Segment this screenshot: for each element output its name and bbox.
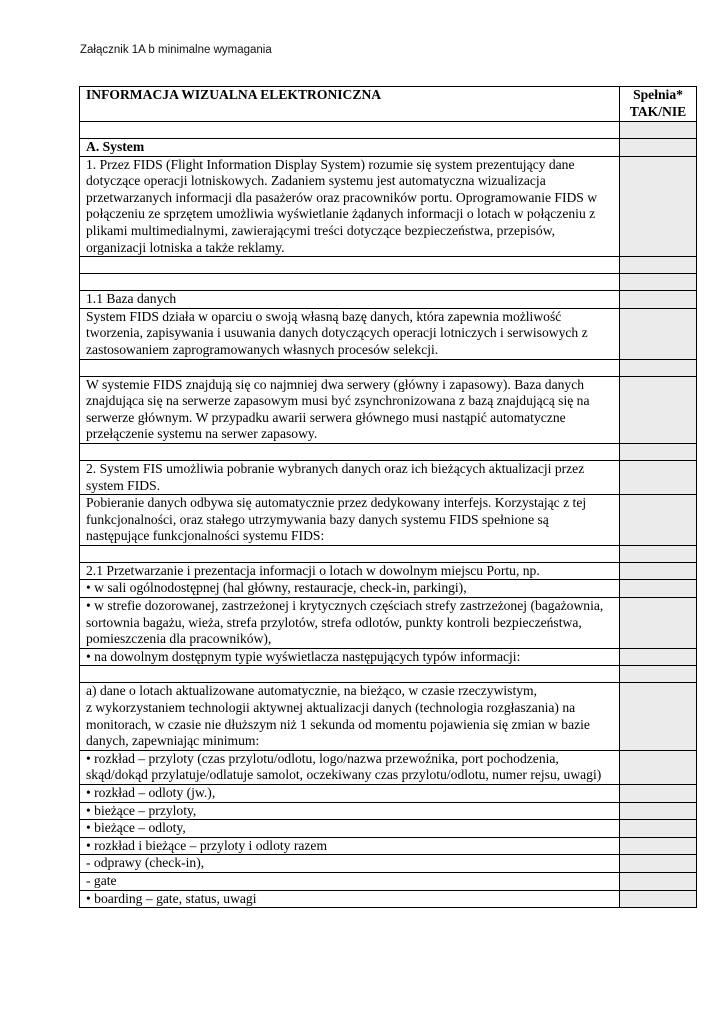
requirement-text: System FIDS działa w oparciu o swoją własną bazę danych, która zapewnia możliwość tworzenia, zapisywania i usuwania danych dotyczących operacji lotniczych i serwisowych z zastosowaniem zaprogramowanych własnych procesów selekcji. (80, 308, 620, 359)
table-row (80, 837, 697, 855)
table-row (80, 580, 697, 598)
requirement-text (80, 666, 620, 683)
table-title: INFORMACJA WIZUALNA ELEKTRONICZNA (80, 87, 620, 122)
compliance-cell[interactable] (620, 274, 697, 291)
requirement-text (80, 274, 620, 291)
table-row (80, 820, 697, 838)
table-row (80, 750, 697, 784)
compliance-cell[interactable] (620, 666, 697, 683)
compliance-cell[interactable] (620, 855, 697, 873)
table-body (80, 122, 697, 908)
table-row (80, 545, 697, 562)
compliance-cell[interactable] (620, 802, 697, 820)
table-row (80, 666, 697, 683)
compliance-cell[interactable] (620, 443, 697, 460)
compliance-cell[interactable] (620, 460, 697, 494)
table-row (80, 562, 697, 580)
compliance-column-header: Spełnia* TAK/NIE (620, 87, 697, 122)
requirement-text: A. System (80, 139, 620, 157)
compliance-cell[interactable] (620, 291, 697, 309)
compliance-cell[interactable] (620, 750, 697, 784)
table-row (80, 156, 697, 257)
table-row (80, 443, 697, 460)
table-row (80, 598, 697, 649)
requirement-text (80, 545, 620, 562)
requirement-text: 2.1 Przetwarzanie i prezentacja informacji o lotach w dowolnym miejscu Portu, np. (80, 562, 620, 580)
compliance-cell[interactable] (620, 139, 697, 157)
table-row (80, 291, 697, 309)
compliance-cell[interactable] (620, 820, 697, 838)
compliance-cell[interactable] (620, 376, 697, 443)
table-row (80, 785, 697, 803)
table-header-row (80, 87, 697, 122)
requirement-text (80, 359, 620, 376)
table-row (80, 648, 697, 666)
requirement-text: • bieżące – przyloty, (80, 802, 620, 820)
requirement-text: 1.1 Baza danych (80, 291, 620, 309)
table-row (80, 872, 697, 890)
table-row (80, 139, 697, 157)
table-row (80, 122, 697, 139)
compliance-cell[interactable] (620, 785, 697, 803)
requirement-text: • rozkład – przyloty (czas przylotu/odlotu, logo/nazwa przewoźnika, port pochodzenia, skąd/dokąd przylatuje/odlatuje samolot, oczekiwany czas przylotu/odlotu, numer rejsu, uwagi) (80, 750, 620, 784)
requirement-text: • w sali ogólnodostępnej (hal główny, restauracje, check-in, parkingi), (80, 580, 620, 598)
compliance-cell[interactable] (620, 890, 697, 908)
requirement-text: 2. System FIS umożliwia pobranie wybranych danych oraz ich bieżących aktualizacji przez system FIDS. (80, 460, 620, 494)
compliance-cell[interactable] (620, 648, 697, 666)
requirement-text: • rozkład – odloty (jw.), (80, 785, 620, 803)
requirement-text: 1. Przez FIDS (Flight Information Display System) rozumie się system prezentujący dane dotyczące operacji lotniskowych. Zadaniem systemu jest automatyczna wizualizacja przetwarzanych informacji dla pasażerów oraz pracowników portu. Oprogramowanie FIDS w połączeniu ze sprzętem umożliwia wyświetlanie żądanych informacji o lotach w połączeniu z plikami multimedialnymi, zawierającymi treści dotyczące bezpieczeństwa, przepisów, organizacji lotniska a także reklamy. (80, 156, 620, 257)
table-row (80, 683, 697, 750)
table-row (80, 308, 697, 359)
requirement-text: - gate (80, 872, 620, 890)
requirement-text (80, 443, 620, 460)
requirement-text: Pobieranie danych odbywa się automatycznie przez dedykowany interfejs. Korzystając z tej funkcjonalności, oraz stałego utrzymywania bazy danych systemu FIDS spełnione są następujące funkcjonalności systemu FIDS: (80, 495, 620, 546)
requirement-text: • rozkład i bieżące – przyloty i odloty razem (80, 837, 620, 855)
compliance-cell[interactable] (620, 308, 697, 359)
compliance-cell[interactable] (620, 156, 697, 257)
requirement-text (80, 122, 620, 139)
requirement-text: • w strefie dozorowanej, zastrzeżonej i krytycznych częściach strefy zastrzeżonej (bagażownia, sortownia bagażu, wieża, strefa przylotów, strefa odlotów, punkty kontroli bezpieczeństwa, pomieszczenia dla pracowników), (80, 598, 620, 649)
compliance-cell[interactable] (620, 562, 697, 580)
compliance-cell[interactable] (620, 495, 697, 546)
requirement-text: • boarding – gate, status, uwagi (80, 890, 620, 908)
requirements-table (79, 86, 697, 908)
table-row (80, 855, 697, 873)
compliance-cell[interactable] (620, 545, 697, 562)
compliance-cell[interactable] (620, 122, 697, 139)
table-row (80, 460, 697, 494)
requirement-text: a) dane o lotach aktualizowane automatycznie, na bieżąco, w czasie rzeczywistym, z wykorzystaniem technologii aktywnej aktualizacji danych (technologia rozgłaszania) na monitorach, w czasie nie dłuższym niż 1 sekunda od momentu pojawienia się zmian w bazie danych, zapewniając minimum: (80, 683, 620, 750)
requirement-text: • bieżące – odloty, (80, 820, 620, 838)
table-row (80, 274, 697, 291)
compliance-cell[interactable] (620, 257, 697, 274)
compliance-cell[interactable] (620, 359, 697, 376)
attachment-note: Załącznik 1A b minimalne wymagania (80, 44, 272, 56)
requirement-text: • na dowolnym dostępnym typie wyświetlacza następujących typów informacji: (80, 648, 620, 666)
table-row (80, 802, 697, 820)
table-row (80, 376, 697, 443)
table-row (80, 359, 697, 376)
compliance-cell[interactable] (620, 580, 697, 598)
table-row (80, 890, 697, 908)
table-row (80, 257, 697, 274)
requirement-text: W systemie FIDS znajdują się co najmniej dwa serwery (główny i zapasowy). Baza danych znajdująca się na serwerze zapasowym musi być zsynchronizowana z bazą znajdującą się na serwerze głównym. W przypadku awarii serwera głównego musi nastąpić automatyczne przełączenie systemu na serwer zapasowy. (80, 376, 620, 443)
compliance-cell[interactable] (620, 598, 697, 649)
table-row (80, 495, 697, 546)
compliance-cell[interactable] (620, 872, 697, 890)
compliance-cell[interactable] (620, 837, 697, 855)
requirement-text (80, 257, 620, 274)
compliance-cell[interactable] (620, 683, 697, 750)
requirement-text: - odprawy (check-in), (80, 855, 620, 873)
